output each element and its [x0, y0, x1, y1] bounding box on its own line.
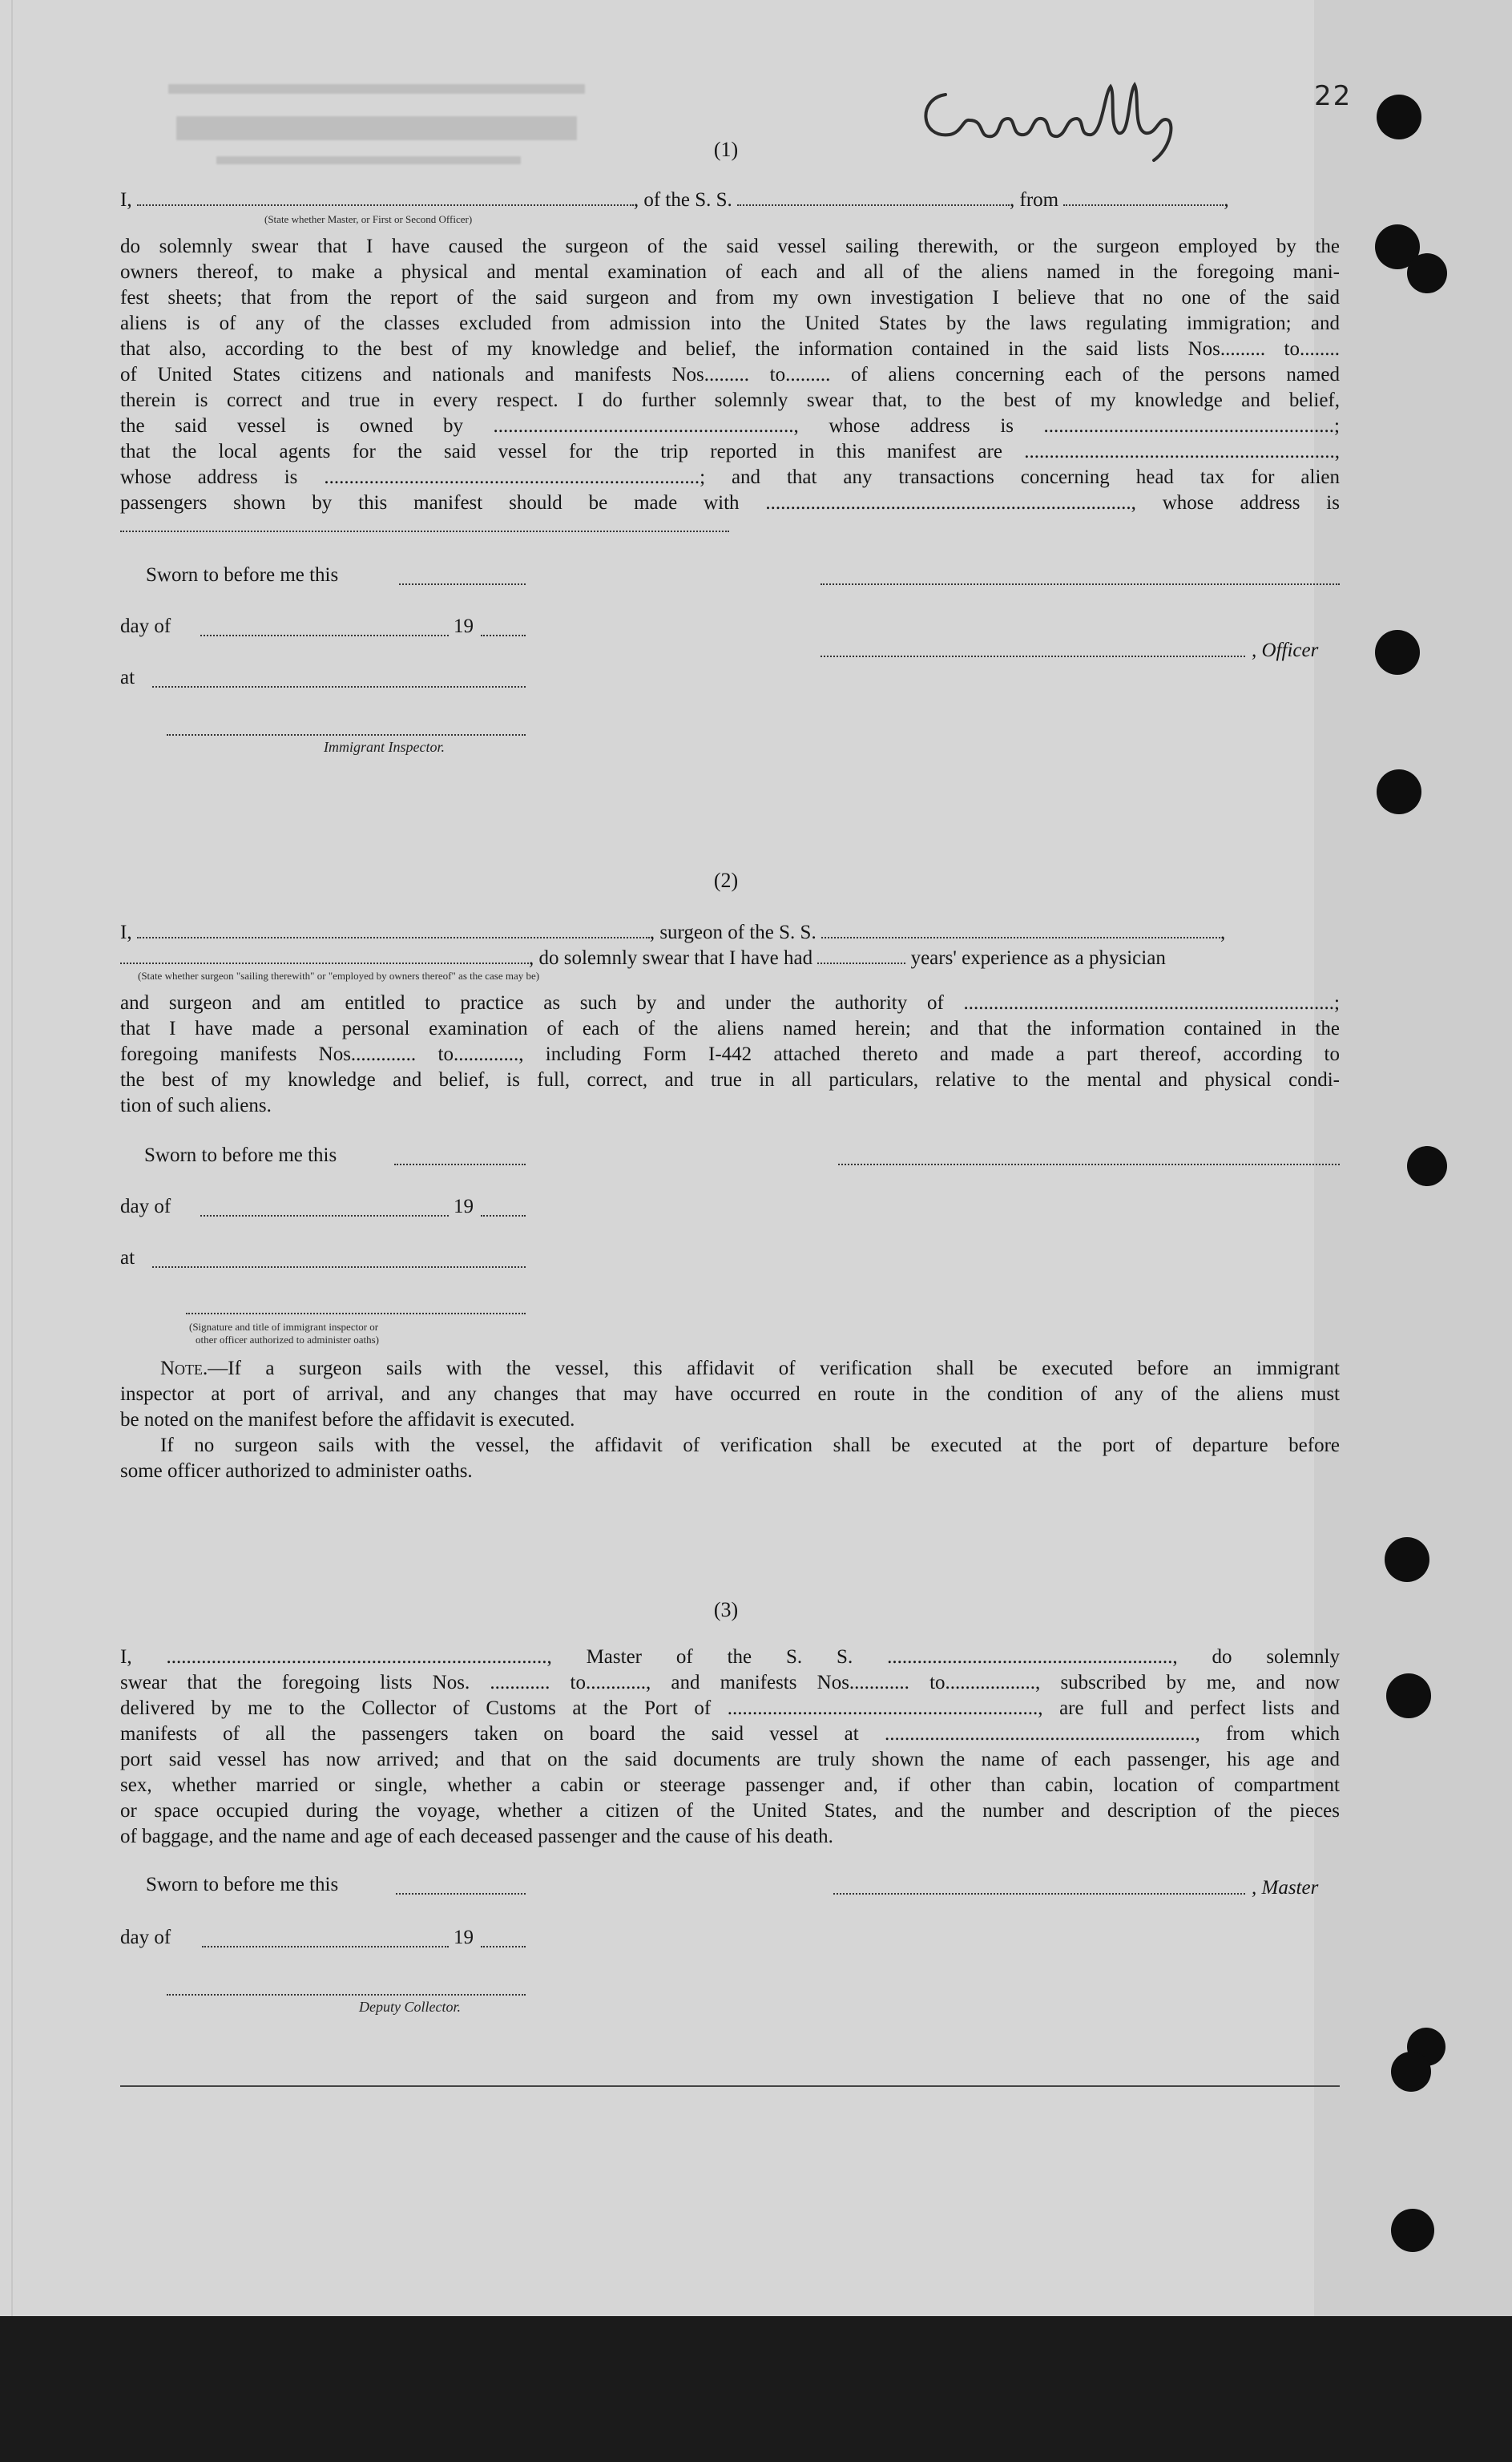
bleed-through-text: [168, 84, 585, 180]
section-2-text-line: the best of my knowledge and belief, is full, correct, and true in all particulars, relative to the mental and physical condi-: [120, 1069, 1340, 1091]
section-1-text-line: do solemnly swear that I have caused the surgeon of the said vessel sailing therewith, or the surgeon employed by the: [120, 236, 1340, 257]
note-label: Note.: [160, 1358, 208, 1379]
section-1-text-line: fest sheets; that from the report of the said surgeon and from my own investigation I believe that no one of the said: [120, 287, 1340, 309]
punch-hole: [1375, 630, 1420, 675]
surgeon-signature-blank[interactable]: [838, 1164, 1340, 1165]
section-2-number: (2): [713, 869, 739, 892]
sworn-blank[interactable]: [394, 1164, 526, 1165]
section-1-text-line: the said vessel is owned by ............................................................, whose address is ..........................................................;: [120, 415, 1340, 437]
from-blank[interactable]: [1063, 204, 1224, 206]
section-1-text-line: of United States citizens and nationals and manifests Nos......... to......... of aliens concerning each of the persons named: [120, 364, 1340, 385]
year-blank[interactable]: [481, 1215, 526, 1217]
note-line: [160, 1356, 1340, 1382]
pronoun-i: I,: [120, 922, 132, 943]
section-3-text-line: sex, whether married or single, whether a cabin or steerage passenger and, if other than cabin, location of compartment: [120, 1774, 1340, 1796]
day-of-label: day of: [120, 1927, 171, 1948]
section-3-text-line: swear that the foregoing lists Nos. ............ to............, and manifests Nos............ to.................., subscribed by me, and now: [120, 1672, 1340, 1693]
note-text: —If a surgeon sails with the vessel, this affidavit of verification shall be executed before an immigrant: [208, 1358, 1340, 1379]
punch-hole: [1377, 769, 1421, 814]
section-1-text-line: therein is correct and true in every respect. I do further solemnly swear that, to the best of my knowledge and belief,: [120, 389, 1340, 411]
signature-hint-line-1: (Signature and title of immigrant inspector or: [189, 1321, 379, 1333]
punch-hole: [1386, 1673, 1431, 1718]
ship-blank[interactable]: [737, 204, 1010, 206]
punch-hole: [1407, 1146, 1447, 1186]
bottom-rule: [120, 2085, 1340, 2087]
punch-hole: [1391, 2209, 1434, 2252]
officer-hint: (State whether Master, or First or Second Officer): [264, 213, 473, 225]
punch-hole: [1407, 253, 1447, 293]
sworn-blank[interactable]: [396, 1893, 526, 1895]
section-3-text-line: or space occupied during the voyage, whether a citizen of the United States, and the number and description of the pieces: [120, 1800, 1340, 1822]
section-1-text-line: aliens is of any of the classes excluded from admission into the United States by the laws regulating immigration; and: [120, 313, 1340, 334]
section-3-text-line: port said vessel has now arrived; and that on the said documents are truly shown the name of each passenger, his age and: [120, 1749, 1340, 1770]
from-label: from: [1019, 189, 1059, 211]
day-of-label: day of: [120, 1196, 171, 1217]
officer-label: , Officer: [1252, 640, 1319, 661]
section-1-text-line: that the local agents for the said vessel for the trip reported in this manifest are ..............................................................,: [120, 441, 1340, 462]
section-3-number: (3): [713, 1598, 739, 1621]
note-line: If no surgeon sails with the vessel, the affidavit of verification shall be executed at the port of departure before: [160, 1435, 1340, 1456]
surgeon-ship-label: surgeon of the S. S.: [659, 922, 816, 943]
master-label: , Master: [1252, 1877, 1319, 1899]
sworn-label: Sworn to before me this: [146, 1874, 339, 1895]
year-blank[interactable]: [481, 635, 526, 636]
officer-name-blank[interactable]: [821, 656, 1245, 657]
at-label: at: [120, 667, 135, 688]
inspector-signature-blank[interactable]: [186, 1313, 526, 1314]
sworn-label: Sworn to before me this: [146, 564, 339, 586]
day-of-label: day of: [120, 616, 171, 637]
section-1-first-line: I, , of the S. S. , from ,: [120, 189, 1229, 211]
section-1-text-line: passengers shown by this manifest should be made with ........................................................................., whose address is: [120, 492, 1340, 514]
punch-hole: [1391, 2052, 1431, 2092]
officer-signature-blank[interactable]: [821, 583, 1340, 585]
swear-label: do solemnly swear that I have had: [538, 947, 813, 969]
at-blank[interactable]: [152, 686, 526, 688]
officer-word: Officer: [1261, 640, 1319, 661]
surgeon-ship-blank[interactable]: [821, 937, 1220, 938]
section-2-text-line: tion of such aliens.: [120, 1095, 272, 1116]
officer-blank[interactable]: [137, 204, 634, 206]
note-line: some officer authorized to administer oaths.: [120, 1460, 473, 1482]
section-1-text-line: that also, according to the best of my knowledge and belief, the information contained in the said lists Nos......... to........: [120, 338, 1340, 360]
section-2-second-line: , do solemnly swear that I have had years' experience as a physician: [120, 946, 1340, 971]
surgeon-hint: (State whether surgeon "sailing therewith" or "employed by owners thereof" as the case may be): [138, 970, 540, 982]
master-word: Master: [1261, 1877, 1319, 1899]
note-line: inspector at port of arrival, and any changes that may have occurred en route in the condition of any of the aliens must: [120, 1383, 1340, 1405]
punch-hole: [1377, 95, 1421, 139]
at-label: at: [120, 1247, 135, 1269]
years-blank[interactable]: [817, 963, 905, 964]
section-1-number: (1): [713, 138, 739, 161]
section-3-text-line: I, ............................................................................, Master of the S. S. ........................................................., do solemnly: [120, 1646, 1340, 1668]
section-3-text-line: delivered by me to the Collector of Customs at the Port of .............................................................., are full and perfect lists and: [120, 1697, 1340, 1719]
at-blank[interactable]: [152, 1266, 526, 1268]
note-line: be noted on the manifest before the affidavit is executed.: [120, 1409, 575, 1431]
surgeon-type-blank[interactable]: [120, 963, 529, 964]
year-label: 19: [454, 1927, 474, 1948]
years-label: years' experience as a physician: [910, 947, 1166, 969]
day-blank[interactable]: [200, 1215, 449, 1217]
punch-hole: [1385, 1537, 1429, 1582]
section-1-text-line: owners thereof, to make a physical and mental examination of each and all of the aliens named in the foregoing mani-: [120, 261, 1340, 283]
paper-edge: [11, 0, 13, 2316]
section-3-text-line: manifests of all the passengers taken on board the said vessel at .............................................................., from which: [120, 1723, 1340, 1745]
inspector-signature-blank[interactable]: [167, 734, 526, 736]
section-2-text-line: foregoing manifests Nos............. to............., including Form I-442 attached thereto and made a part thereof, according to: [120, 1043, 1340, 1065]
pronoun-i: I,: [120, 189, 132, 211]
address-blank[interactable]: [120, 531, 729, 532]
sworn-label: Sworn to before me this: [144, 1144, 337, 1166]
section-1-text-line: whose address is ...........................................................................; and that any transactions concerning head tax for alien: [120, 466, 1340, 488]
day-blank[interactable]: [202, 1946, 449, 1947]
collector-signature-blank[interactable]: [167, 1994, 526, 1996]
year-label: 19: [454, 1196, 474, 1217]
deputy-collector-caption: Deputy Collector.: [359, 1999, 461, 2015]
year-blank[interactable]: [481, 1946, 526, 1947]
section-2-text-line: and surgeon and am entitled to practice as such by and under the authority of ..........................................................................;: [120, 992, 1340, 1014]
immigrant-inspector-caption: Immigrant Inspector.: [324, 739, 445, 755]
section-2-first-line: I, , surgeon of the S. S. ,: [120, 922, 1226, 943]
handwritten-page-number: 22: [1314, 80, 1353, 112]
ship-label: of the S. S.: [643, 189, 732, 211]
signature-hint-line-2: other officer authorized to administer oaths): [196, 1334, 379, 1346]
year-label: 19: [454, 616, 474, 637]
day-blank[interactable]: [200, 635, 449, 636]
surgeon-name-blank[interactable]: [137, 937, 650, 938]
section-3-text-line: of baggage, and the name and age of each deceased passenger and the cause of his death.: [120, 1826, 833, 1847]
section-2-text-line: that I have made a personal examination of each of the aliens named herein; and that the information contained in the: [120, 1018, 1340, 1039]
master-signature-blank[interactable]: [833, 1893, 1245, 1895]
sworn-blank[interactable]: [399, 583, 526, 585]
